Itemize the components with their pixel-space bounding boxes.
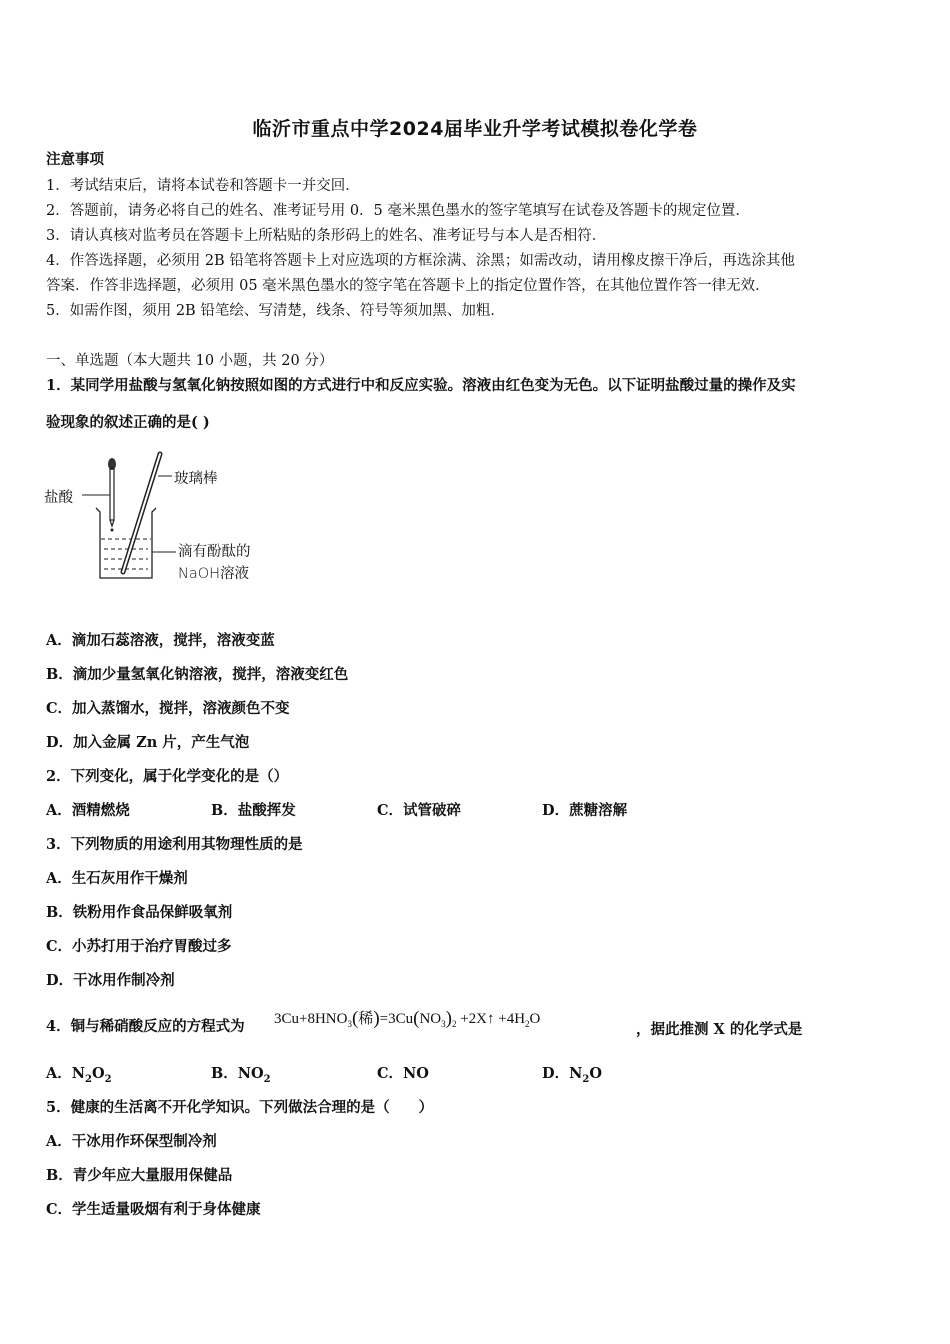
q3-option-b: B．铁粉用作食品保鲜吸氧剂 xyxy=(46,904,233,921)
dropper-tip xyxy=(110,520,114,526)
notice-item: 4．作答选择题，必须用 2B 铅笔将答题卡上对应选项的方框涂满、涂黑；如需改动，请用橡皮擦干净后，再选涂其他 xyxy=(46,253,795,269)
q3-option-d: D．干冰用作制冷剂 xyxy=(46,972,175,989)
notice-item: 1．考试结束后，请将本试卷和答题卡一并交回． xyxy=(46,178,360,194)
question-1-stem: 1．某同学用盐酸与氢氧化钠按照如图的方式进行中和反应实验。溶液由红色变为无色。以下证明盐酸过量的操作及实 xyxy=(46,377,796,394)
section-heading: 一、单选题（本大题共 10 小题，共 20 分） xyxy=(46,353,334,369)
q5-option-b: B．青少年应大量服用保健品 xyxy=(46,1167,233,1184)
q3-option-a: A．生石灰用作干燥剂 xyxy=(46,870,188,887)
question-2-stem: 2．下列变化，属于化学变化的是（） xyxy=(46,768,289,785)
q2-option-c: C．试管破碎 xyxy=(377,802,462,819)
q1-option-c: C．加入蒸馏水，搅拌，溶液颜色不变 xyxy=(46,700,290,717)
q2-option-d: D．蔗糖溶解 xyxy=(542,802,628,819)
label-solution-line1: 滴有酚酞的 xyxy=(178,544,251,560)
notice-item: 3．请认真核对监考员在答题卡上所粘贴的条形码上的姓名、准考证号与本人是否相符． xyxy=(46,228,607,244)
notice-item: 5．如需作图，须用 2B 铅笔绘、写清楚，线条、符号等须加黑、加粗． xyxy=(46,303,505,319)
q2-option-b: B．盐酸挥发 xyxy=(211,802,296,819)
experiment-figure xyxy=(44,450,304,594)
question-3-stem: 3．下列物质的用途利用其物理性质的是 xyxy=(46,836,303,853)
q4-option-d: D．$N_2O$ xyxy=(542,1065,602,1085)
page-title: 临沂市重点中学2024届毕业升学考试模拟卷化学卷 xyxy=(252,118,698,140)
drop xyxy=(111,529,114,532)
question-5-stem: 5．健康的生活离不开化学知识。下列做法合理的是（ ） xyxy=(46,1099,434,1116)
notice-item: 2．答题前，请务必将自己的姓名、准考证号用 0．5 毫米黑色墨水的签字笔填写在试卷及答题卡的规定位置． xyxy=(46,203,750,219)
notice-item: 答案．作答非选择题，必须用 05 毫米黑色墨水的签字笔在答题卡上的指定位置作答，在其他位置作答一律无效． xyxy=(46,278,770,294)
chemical-equation: $3Cu+8HNO_3$(稀)$=3Cu(NO_3)_2$ +2X↑ $+4H_2O$ xyxy=(274,1008,541,1029)
question-4-stem-suffix: ，据此推测 X 的化学式是 xyxy=(636,1021,803,1038)
label-glass-rod: 玻璃棒 xyxy=(174,471,218,487)
q5-option-a: A．干冰用作环保型制冷剂 xyxy=(46,1133,217,1150)
q4-option-b: B．$NO_2$ xyxy=(211,1065,271,1085)
q1-option-a: A．滴加石蕊溶液，搅拌，溶液变蓝 xyxy=(46,632,275,649)
q2-option-a: A．酒精燃烧 xyxy=(46,802,130,819)
notice-heading: 注意事项 xyxy=(46,151,104,168)
q1-option-d: D．加入金属 Zn 片，产生气泡 xyxy=(46,734,250,751)
label-solution-line2: NaOH溶液 xyxy=(178,566,250,582)
question-4-stem: 4．铜与稀硝酸反应的方程式为 xyxy=(46,1018,245,1035)
question-1-stem-cont: 验现象的叙述正确的是( ) xyxy=(46,414,210,431)
dropper-tube xyxy=(110,468,114,520)
q4-option-a: A．$N_2O_2$ xyxy=(46,1065,112,1085)
q4-option-c: C．NO xyxy=(377,1065,429,1082)
q1-option-b: B．滴加少量氢氧化钠溶液，搅拌，溶液变红色 xyxy=(46,666,349,683)
q5-option-c: C．学生适量吸烟有利于身体健康 xyxy=(46,1201,261,1218)
glass-rod-highlight xyxy=(123,454,160,572)
q3-option-c: C．小苏打用于治疗胃酸过多 xyxy=(46,938,232,955)
label-hydrochloric-acid: 盐酸 xyxy=(44,490,73,506)
